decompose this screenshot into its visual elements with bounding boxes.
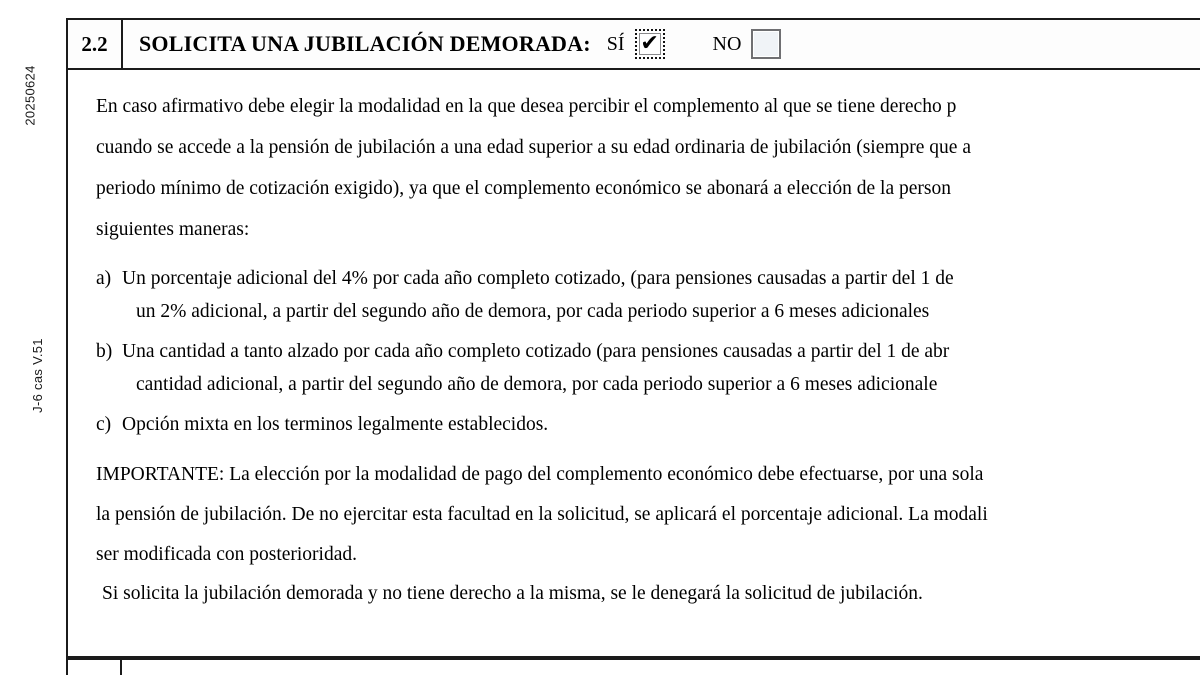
intro-line: En caso afirmativo debe elegir la modalidad en la que desea percibir el complemento al que se tiene derecho p bbox=[96, 96, 957, 117]
margin-form-code bbox=[0, 338, 58, 413]
margin-date-code-text: 20250624 bbox=[22, 65, 38, 126]
check-icon: ✔ bbox=[640, 30, 659, 56]
checkbox-no[interactable] bbox=[751, 29, 781, 59]
list-marker: b) bbox=[96, 341, 113, 362]
next-section-column-divider bbox=[120, 660, 122, 675]
options-list bbox=[96, 262, 1200, 441]
important-paragraph bbox=[96, 455, 1200, 575]
list-line: un 2% adicional, a partir del segundo año de demora, por cada periodo superior a 6 meses adicionales bbox=[136, 301, 930, 322]
next-section-left-border bbox=[66, 658, 68, 675]
list-text bbox=[122, 408, 1200, 441]
section-header-content bbox=[123, 20, 1200, 68]
list-line: Una cantidad a tanto alzado por cada año completo cotizado (para pensiones causadas a partir del 1 de abr bbox=[122, 341, 950, 362]
denial-note: Si solicita la jubilación demorada y no tiene derecho a la misma, se le denegará la solicitud de jubilación. bbox=[102, 583, 923, 604]
checkbox-yes[interactable] bbox=[635, 29, 665, 59]
margin-date-code bbox=[0, 65, 58, 126]
list-text bbox=[122, 262, 1200, 328]
intro-line: cuando se accede a la pensión de jubilación a una edad superior a su edad ordinaria de jubilación (siempre que a bbox=[96, 137, 971, 158]
list-item bbox=[96, 262, 1200, 328]
section-header-row bbox=[66, 18, 1200, 70]
yes-label: SÍ bbox=[606, 32, 625, 55]
important-line: IMPORTANTE: La elección por la modalidad de pago del complemento económico debe efectuarse, por una sola bbox=[96, 464, 984, 485]
section-body bbox=[66, 70, 1200, 658]
list-item bbox=[96, 335, 1200, 401]
intro-line: periodo mínimo de cotización exigido), ya que el complemento económico se abonará a elección de la person bbox=[96, 178, 951, 199]
intro-line: siguientes maneras: bbox=[96, 219, 250, 240]
margin-form-code-text: J-6 cas V.51 bbox=[29, 338, 45, 413]
checkbox-yes-inner bbox=[639, 30, 661, 56]
intro-paragraph bbox=[96, 86, 1200, 250]
list-text bbox=[122, 335, 1200, 401]
list-marker: c) bbox=[96, 414, 112, 435]
no-label: NO bbox=[712, 32, 742, 55]
next-section-row bbox=[66, 658, 1200, 675]
list-line: Opción mixta en los terminos legalmente establecidos. bbox=[122, 414, 549, 435]
list-item bbox=[96, 408, 1200, 441]
section-number: 2.2 bbox=[68, 20, 123, 68]
important-line: la pensión de jubilación. De no ejercitar esta facultad en la solicitud, se aplicará el porcentaje adicional. La modali bbox=[96, 504, 988, 525]
list-line: Un porcentaje adicional del 4% por cada año completo cotizado, (para pensiones causadas a partir del 1 de bbox=[122, 268, 954, 289]
list-line: cantidad adicional, a partir del segundo año de demora, por cada periodo superior a 6 meses adicionale bbox=[136, 374, 938, 395]
important-line: ser modificada con posterioridad. bbox=[96, 544, 357, 565]
list-marker: a) bbox=[96, 268, 112, 289]
section-title: SOLICITA UNA JUBILACIÓN DEMORADA: bbox=[139, 31, 591, 56]
